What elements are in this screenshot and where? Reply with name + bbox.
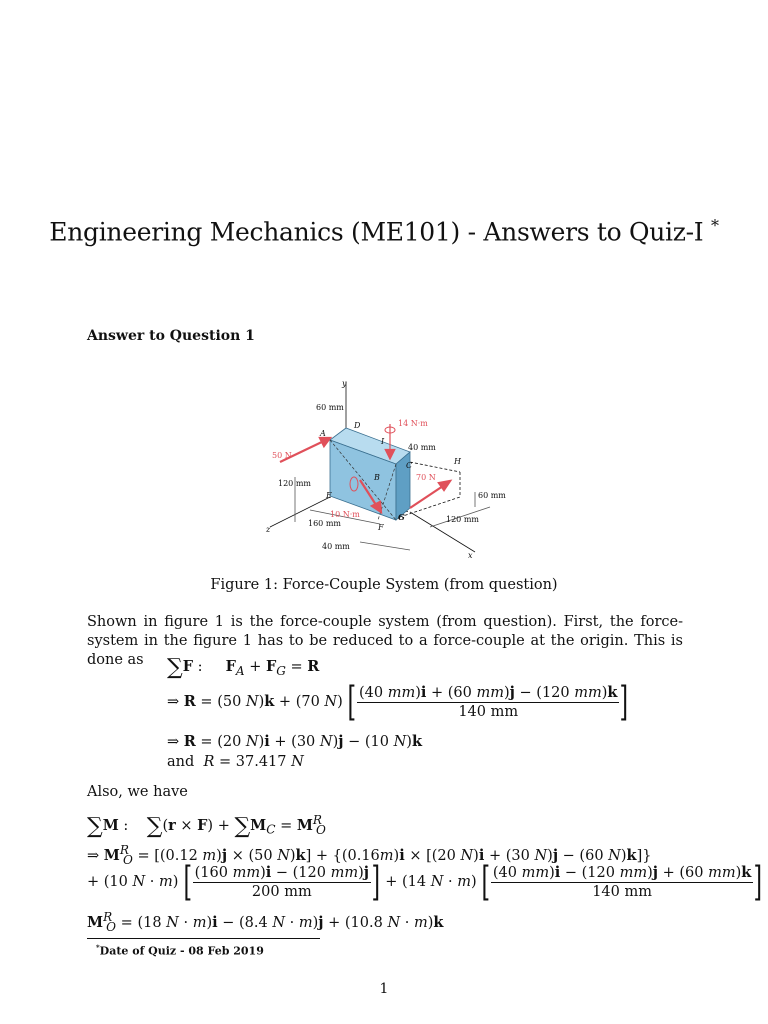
svg-text:40 mm: 40 mm bbox=[408, 443, 436, 452]
eq-r-fraction: ⇒ R = (50 N)k + (70 N) [ $\frac{(40 mm)i + (60 mm)j - (120 mm)k}{140 mm}$ ] bbox=[167, 679, 629, 725]
eq-moment-result: $M^R_O = (18$ N · m)i − (8.4 N · m)j + (10.8 N · m)k bbox=[87, 910, 444, 934]
svg-text:160 mm: 160 mm bbox=[308, 519, 341, 528]
section-heading: Answer to Question 1 bbox=[87, 328, 255, 344]
svg-text:50 N: 50 N bbox=[272, 451, 292, 460]
svg-text:60 mm: 60 mm bbox=[478, 491, 506, 500]
svg-text:H: H bbox=[454, 457, 461, 466]
figure-caption: Figure 1: Force-Couple System (from question) bbox=[210, 577, 558, 593]
footnote: *Date of Quiz - 08 Feb 2019 bbox=[96, 943, 264, 958]
svg-text:14 N·m: 14 N·m bbox=[398, 419, 428, 428]
force-couple-figure bbox=[250, 372, 520, 572]
eq-moment-line1: ⇒ $M^R_O = [(0.12$ m)j × (50 N)k] + {(0.16m)i × [(20 N)i + (30 N)j − (60 N)k]} bbox=[87, 843, 652, 867]
svg-text:60 mm: 60 mm bbox=[316, 403, 344, 412]
svg-text:I: I bbox=[381, 437, 385, 446]
svg-text:B: B bbox=[374, 473, 380, 482]
svg-text:120 mm: 120 mm bbox=[278, 479, 311, 488]
eq-sum-moment: ∑M : $\sum(r \times F) + \sum M_C = M^R_O$ bbox=[87, 813, 326, 839]
svg-text:C: C bbox=[406, 461, 413, 470]
svg-text:10 N·m: 10 N·m bbox=[330, 510, 360, 519]
eq-r-magnitude: and R = 37.417 N bbox=[167, 754, 304, 770]
eq-r-result: ⇒ R = (20 N)i + (30 N)j − (10 N)k bbox=[167, 733, 422, 750]
footnote-rule bbox=[87, 938, 320, 939]
page-title: Engineering Mechanics (ME101) - Answers to Quiz-I * bbox=[49, 216, 719, 247]
svg-text:y: y bbox=[342, 379, 347, 388]
svg-text:120 mm: 120 mm bbox=[446, 515, 479, 524]
svg-text:x: x bbox=[468, 551, 473, 560]
svg-text:70 N: 70 N bbox=[416, 473, 436, 482]
intro-paragraph: Shown in figure 1 is the force-couple system (from question). First, the force-system in the figure 1 has to be reduced to a force-couple at the origin. This is done as bbox=[87, 614, 683, 668]
also-text: Also, we have bbox=[87, 784, 188, 800]
svg-text:z: z bbox=[266, 525, 271, 534]
svg-text:E: E bbox=[326, 491, 332, 500]
page-number: 1 bbox=[379, 981, 389, 997]
eq-moment-line2: + (10 N · m) [ $\frac{(160 mm)i - (120 mm)j}{200 mm}$ ] + (14 N · m) [ $\frac{(40 mm)i - (120 mm)j + (60 mm)k}{140 mm}$ ] bbox=[87, 859, 763, 905]
svg-text:F: F bbox=[378, 523, 384, 532]
svg-text:G: G bbox=[398, 512, 405, 522]
svg-text:A: A bbox=[320, 429, 326, 438]
svg-text:40 mm: 40 mm bbox=[322, 542, 350, 551]
svg-text:D: D bbox=[354, 421, 361, 430]
eq-sum-force: ∑F : $F_A + F_G = R$ bbox=[167, 655, 320, 680]
